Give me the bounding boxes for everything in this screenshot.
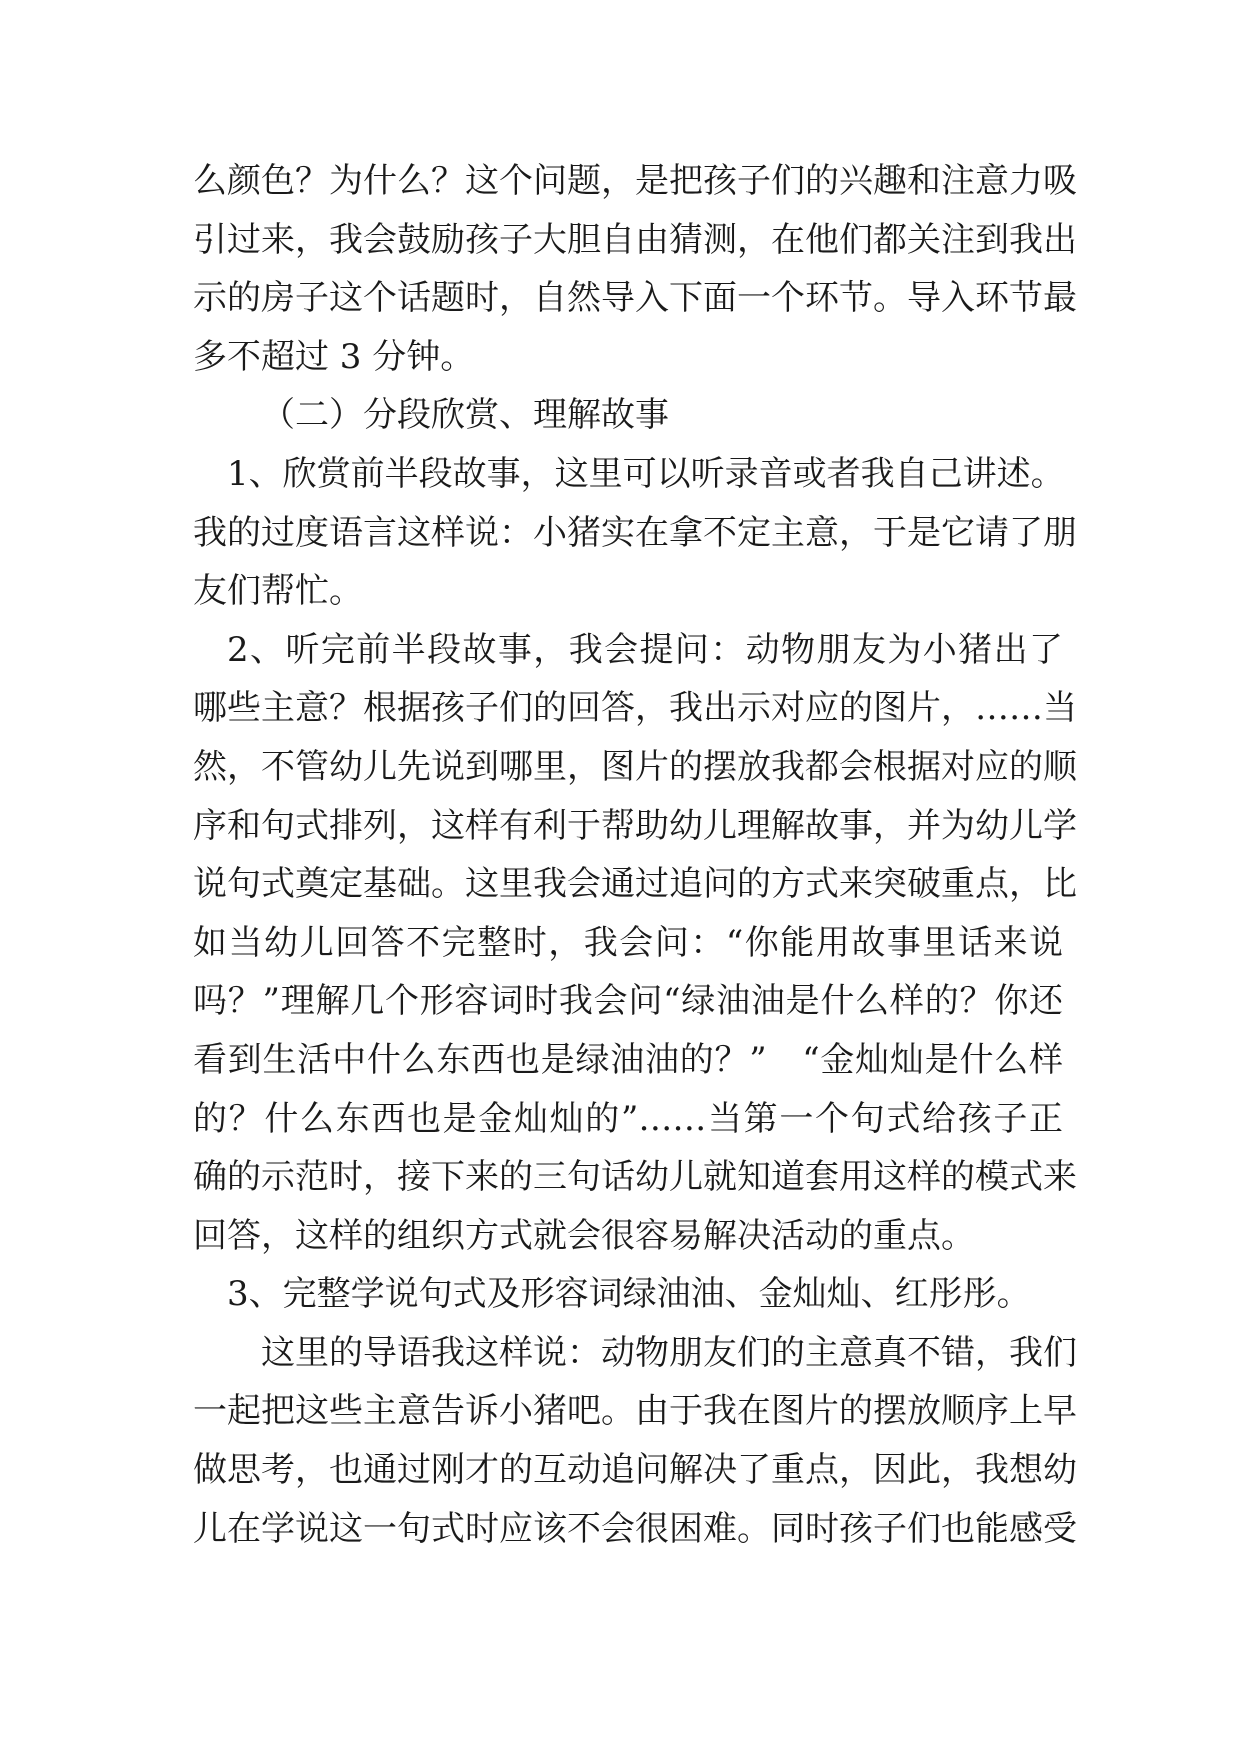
text-line: 我的过度语言这样说：小猪实在拿不定主意，于是它请了朋: [193, 512, 1077, 553]
text-line: 这里的导语我这样说：动物朋友们的主意真不错，我们: [261, 1332, 1077, 1373]
text-line: 然，不管幼儿先说到哪里，图片的摆放我都会根据对应的顺: [193, 746, 1077, 787]
body-text: [193, 152, 1077, 1558]
text-line: 示的房子这个话题时，自然导入下面一个环节。导入环节最: [193, 278, 1077, 319]
text-line: 多不超过 3 分钟。: [193, 336, 475, 377]
text-line: 2、听完前半段故事，我会提问：动物朋友为小猪出了: [227, 629, 1063, 670]
text-line: 吗？”理解几个形容词时我会问“绿油油是什么样的？你还: [193, 981, 1063, 1022]
text-line: 友们帮忙。: [193, 571, 363, 612]
text-line: 回答，这样的组织方式就会很容易解决活动的重点。: [193, 1215, 975, 1256]
text-line: 3、完整学说句式及形容词绿油油、金灿灿、红彤彤。: [227, 1274, 1031, 1315]
text-line: 的？什么东西也是金灿灿的”……当第一个句式给孩子正: [193, 1098, 1063, 1139]
text-line: 做思考，也通过刚才的互动追问解决了重点，因此，我想幼: [193, 1450, 1077, 1491]
text-line: 看到生活中什么东西也是绿油油的？” “金灿灿是什么样: [193, 1039, 1063, 1080]
text-line: 一起把这些主意告诉小猪吧。由于我在图片的摆放顺序上早: [193, 1391, 1077, 1432]
text-line: 引过来，我会鼓励孩子大胆自由猜测，在他们都关注到我出: [193, 219, 1077, 260]
text-line: 序和句式排列，这样有利于帮助幼儿理解故事，并为幼儿学: [193, 805, 1077, 846]
section-heading: （二）分段欣赏、理解故事: [261, 395, 669, 436]
text-line: 确的示范时，接下来的三句话幼儿就知道套用这样的模式来: [193, 1157, 1077, 1198]
text-line: 1、欣赏前半段故事，这里可以听录音或者我自己讲述。: [227, 453, 1065, 494]
text-line: 哪些主意？根据孩子们的回答，我出示对应的图片，……当: [193, 688, 1077, 729]
text-line: 么颜色？为什么？这个问题，是把孩子们的兴趣和注意力吸: [193, 161, 1077, 201]
text-line: 说句式奠定基础。这里我会通过追问的方式来突破重点，比: [193, 864, 1077, 905]
text-line: 儿在学说这一句式时应该不会很困难。同时孩子们也能感受: [193, 1508, 1077, 1549]
text-line: 如当幼儿回答不完整时，我会问：“你能用故事里话来说: [193, 922, 1063, 963]
